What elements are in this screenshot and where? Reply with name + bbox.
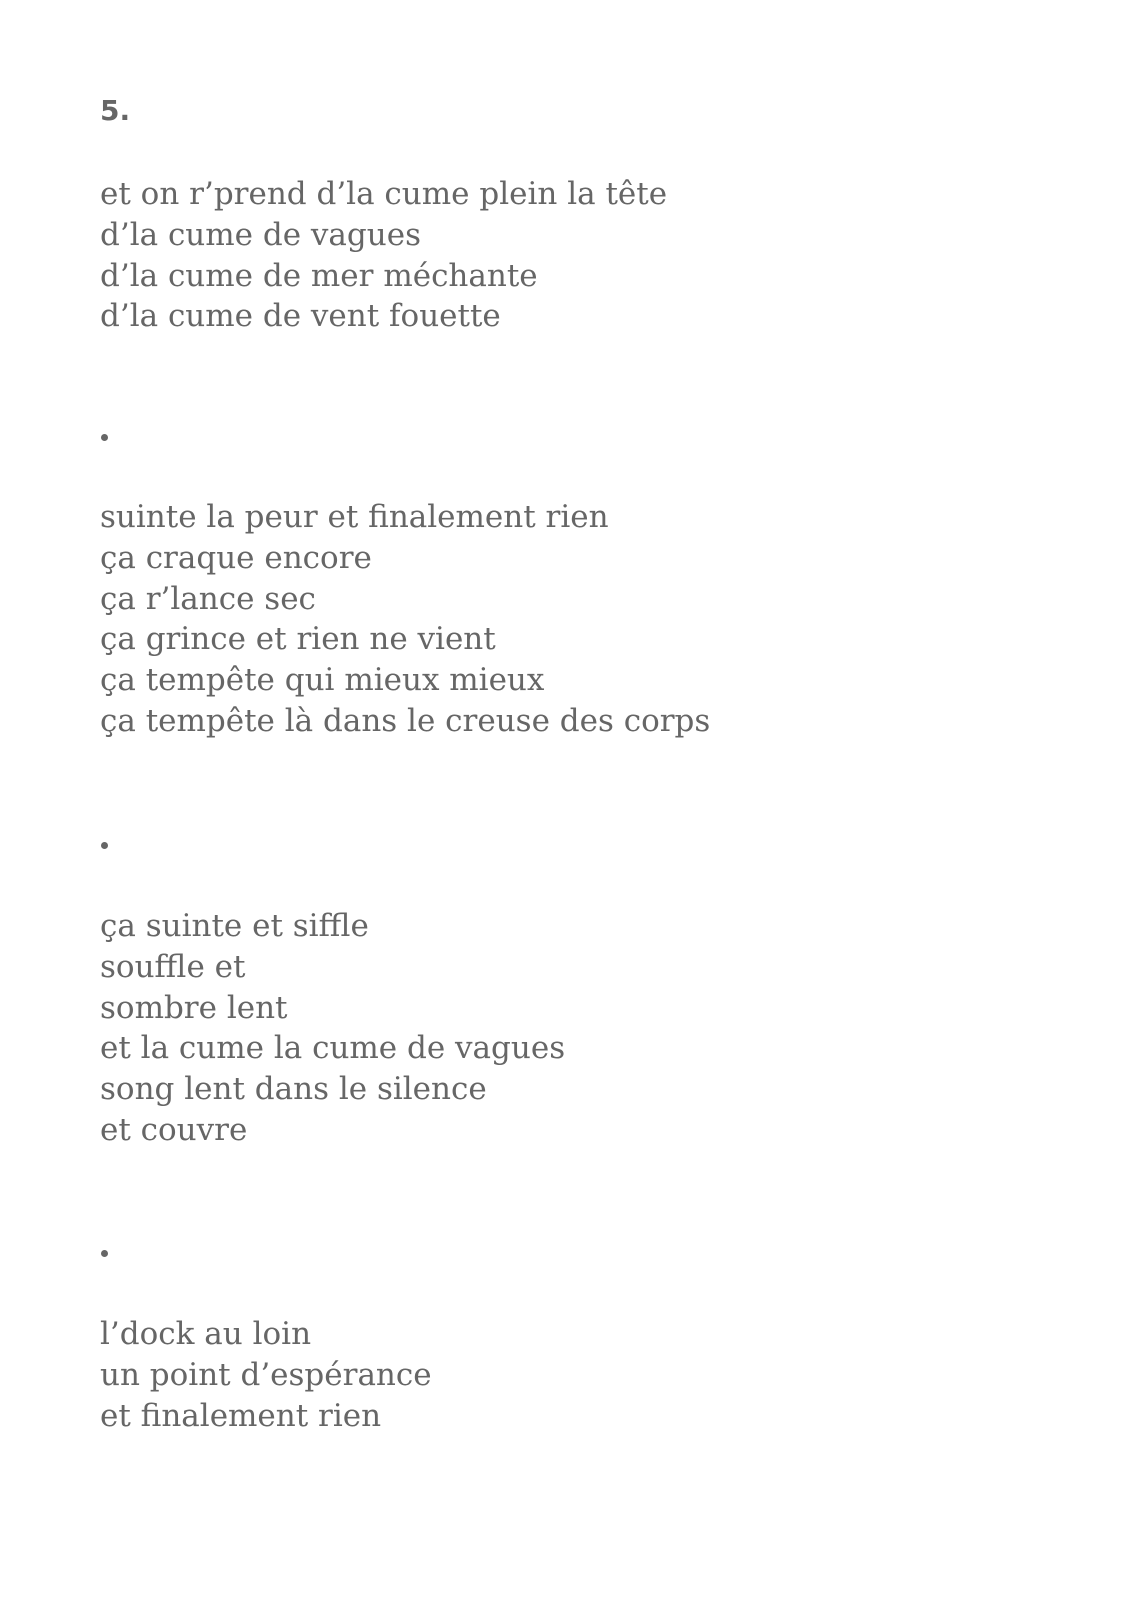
verse-line: et la cume la cume de vagues [100,1030,566,1067]
verse-line: un point d’espérance [100,1356,432,1393]
stanza-separator-dot [101,1250,108,1257]
verse-line: souffle et [100,948,246,985]
verse-line: ça tempête qui mieux mieux [100,662,545,699]
verse-line: ça grince et rien ne vient [100,621,496,658]
verse-line: ça suinte et siffle [100,908,369,944]
stanza-separator-dot [101,842,108,849]
verse-line: ça tempête là dans le creuse des corps [100,702,711,739]
verse-line: et couvre [100,1111,248,1148]
stanza-3 [100,906,565,1151]
verse-line: et on r’prend d’la cume plein la tête [100,176,668,212]
verse-line: d’la cume de mer méchante [100,257,538,294]
verse-line: d’la cume de vent fouette [100,298,501,335]
verse-line: et finalement rien [100,1397,382,1434]
stanza-2 [100,497,710,742]
verse-line: suinte la peur et finalement rien [100,499,609,535]
stanza-4 [100,1314,432,1436]
verse-line: song lent dans le silence [100,1071,487,1108]
poem-number: 5. [100,94,131,127]
verse-line: ça r’lance sec [100,580,316,617]
verse-line: sombre lent [100,989,288,1026]
verse-line: d’la cume de vagues [100,216,421,253]
stanza-1 [100,174,667,337]
stanza-separator-dot [101,434,108,441]
verse-line: l’dock au loin [100,1316,312,1352]
verse-line: ça craque encore [100,539,372,576]
